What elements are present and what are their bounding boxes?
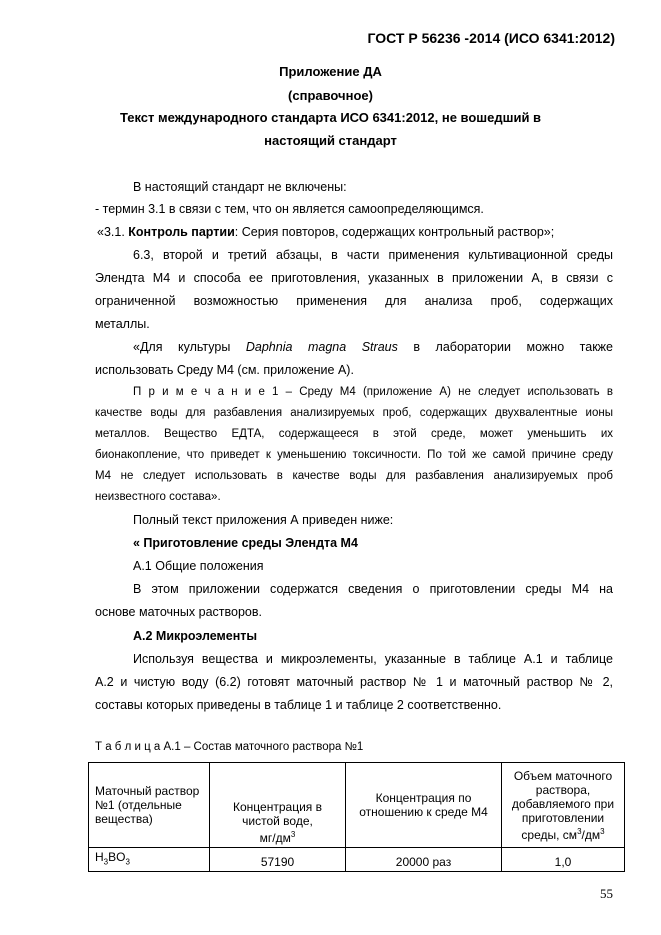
subsection-a2: А.2 Микроэлементы — [133, 629, 258, 643]
header-cell: Концентрация в чистой воде, $мг/дм^3$ — [210, 763, 346, 848]
a1-line2: основе маточных растворов. — [95, 605, 262, 619]
quote-rest: : Серия повторов, содержащих контрольный раствор»; — [234, 225, 555, 239]
header-cell: Концентрация по отношению к среде М4 — [346, 763, 502, 848]
daphnia-line1 — [133, 336, 613, 358]
quote-definition — [97, 221, 554, 243]
note-line2: качестве воды для разбавления анализируемых проб, содержащих двухвалентные ионы — [95, 407, 613, 419]
para-63-line4: металлы. — [95, 317, 150, 331]
daphnia-line2: использовать Среду М4 (см. приложение А). — [95, 363, 354, 377]
table-cell: 20000 раз — [346, 848, 502, 872]
table-cell: 1,0 — [502, 848, 625, 872]
para-63-line3: ограниченной возможностью применения для анализа проб, содержащих — [95, 294, 613, 308]
note-line6: неизвестного состава». — [95, 491, 221, 503]
a2-line3: составы которых приведены в таблице 1 и таблице 2 соответственно. — [95, 698, 502, 712]
appendix-subtitle: (справочное) — [288, 88, 373, 103]
appendix-heading-line1: Текст международного стандарта ИСО 6341:2012, не вошедший в — [119, 110, 542, 125]
note-line1: П р и м е ч а н и е 1 – Среду М4 (приложение А) не следует использовать в — [133, 386, 613, 398]
header-cell: Маточный раствор №1 (отдельные вещества) — [89, 763, 210, 848]
document-header: ГОСТ Р 56236 -2014 (ИСО 6341:2012) — [367, 30, 615, 46]
a2-line2: А.2 и чистую воду (6.2) готовят маточный раствор № 1 и маточный раствор № 2, — [95, 675, 613, 689]
appendix-title: Приложение ДА — [279, 64, 382, 79]
table-cell: 57190 — [210, 848, 346, 872]
table-header-row — [89, 763, 625, 848]
a1-line1: В этом приложении содержатся сведения о приготовлении среды М4 на — [133, 582, 613, 596]
section-title: « Приготовление среды Элендта М4 — [133, 536, 358, 550]
para-63-line1: 6.3, второй и третий абзацы, в части применения культивационной среды — [133, 248, 613, 262]
note-line3: металлов. Вещество ЕДТА, содержащееся в этой среде, может уменьшить их — [95, 428, 613, 440]
note-line5: М4 не следует использовать в качестве воды для разбавления анализируемых проб — [95, 470, 613, 482]
fulltext-line: Полный текст приложения А приведен ниже: — [133, 513, 394, 527]
quote-term: Контроль партии — [128, 225, 235, 239]
note-line4: бионакопление, что приведет к уменьшению токсичности. По той же самой причине среду — [95, 449, 613, 461]
subsection-a1: А.1 Общие положения — [133, 559, 264, 573]
daphnia-prefix: «Для культуры — [133, 340, 246, 354]
a2-line1: Используя вещества и микроэлементы, указанные в таблице А.1 и таблице — [133, 652, 613, 666]
table-row — [89, 848, 625, 872]
appendix-heading-line2: настоящий стандарт — [264, 133, 397, 148]
header-cell: Объем маточного раствора, добавляемого при приготовлении среды, $см^3/дм^3$ — [502, 763, 625, 848]
table-caption: Т а б л и ц а А.1 – Состав маточного раствора №1 — [95, 741, 364, 753]
daphnia-species: Daphnia magna Straus — [245, 340, 398, 354]
term-line: - термин 3.1 в связи с тем, что он является самоопределяющимся. — [95, 202, 484, 216]
intro-line: В настоящий стандарт не включены: — [133, 180, 347, 194]
table-cell: $H_3BO_3$ — [89, 848, 210, 872]
composition-table — [88, 762, 625, 872]
quote-prefix: «3.1. — [97, 225, 125, 239]
page-number: 55 — [600, 886, 613, 901]
para-63-line2: Элендта М4 и способа ее приготовления, указанных в приложении А, в связи с — [95, 271, 613, 285]
daphnia-suffix: в лаборатории можно также — [397, 340, 613, 354]
